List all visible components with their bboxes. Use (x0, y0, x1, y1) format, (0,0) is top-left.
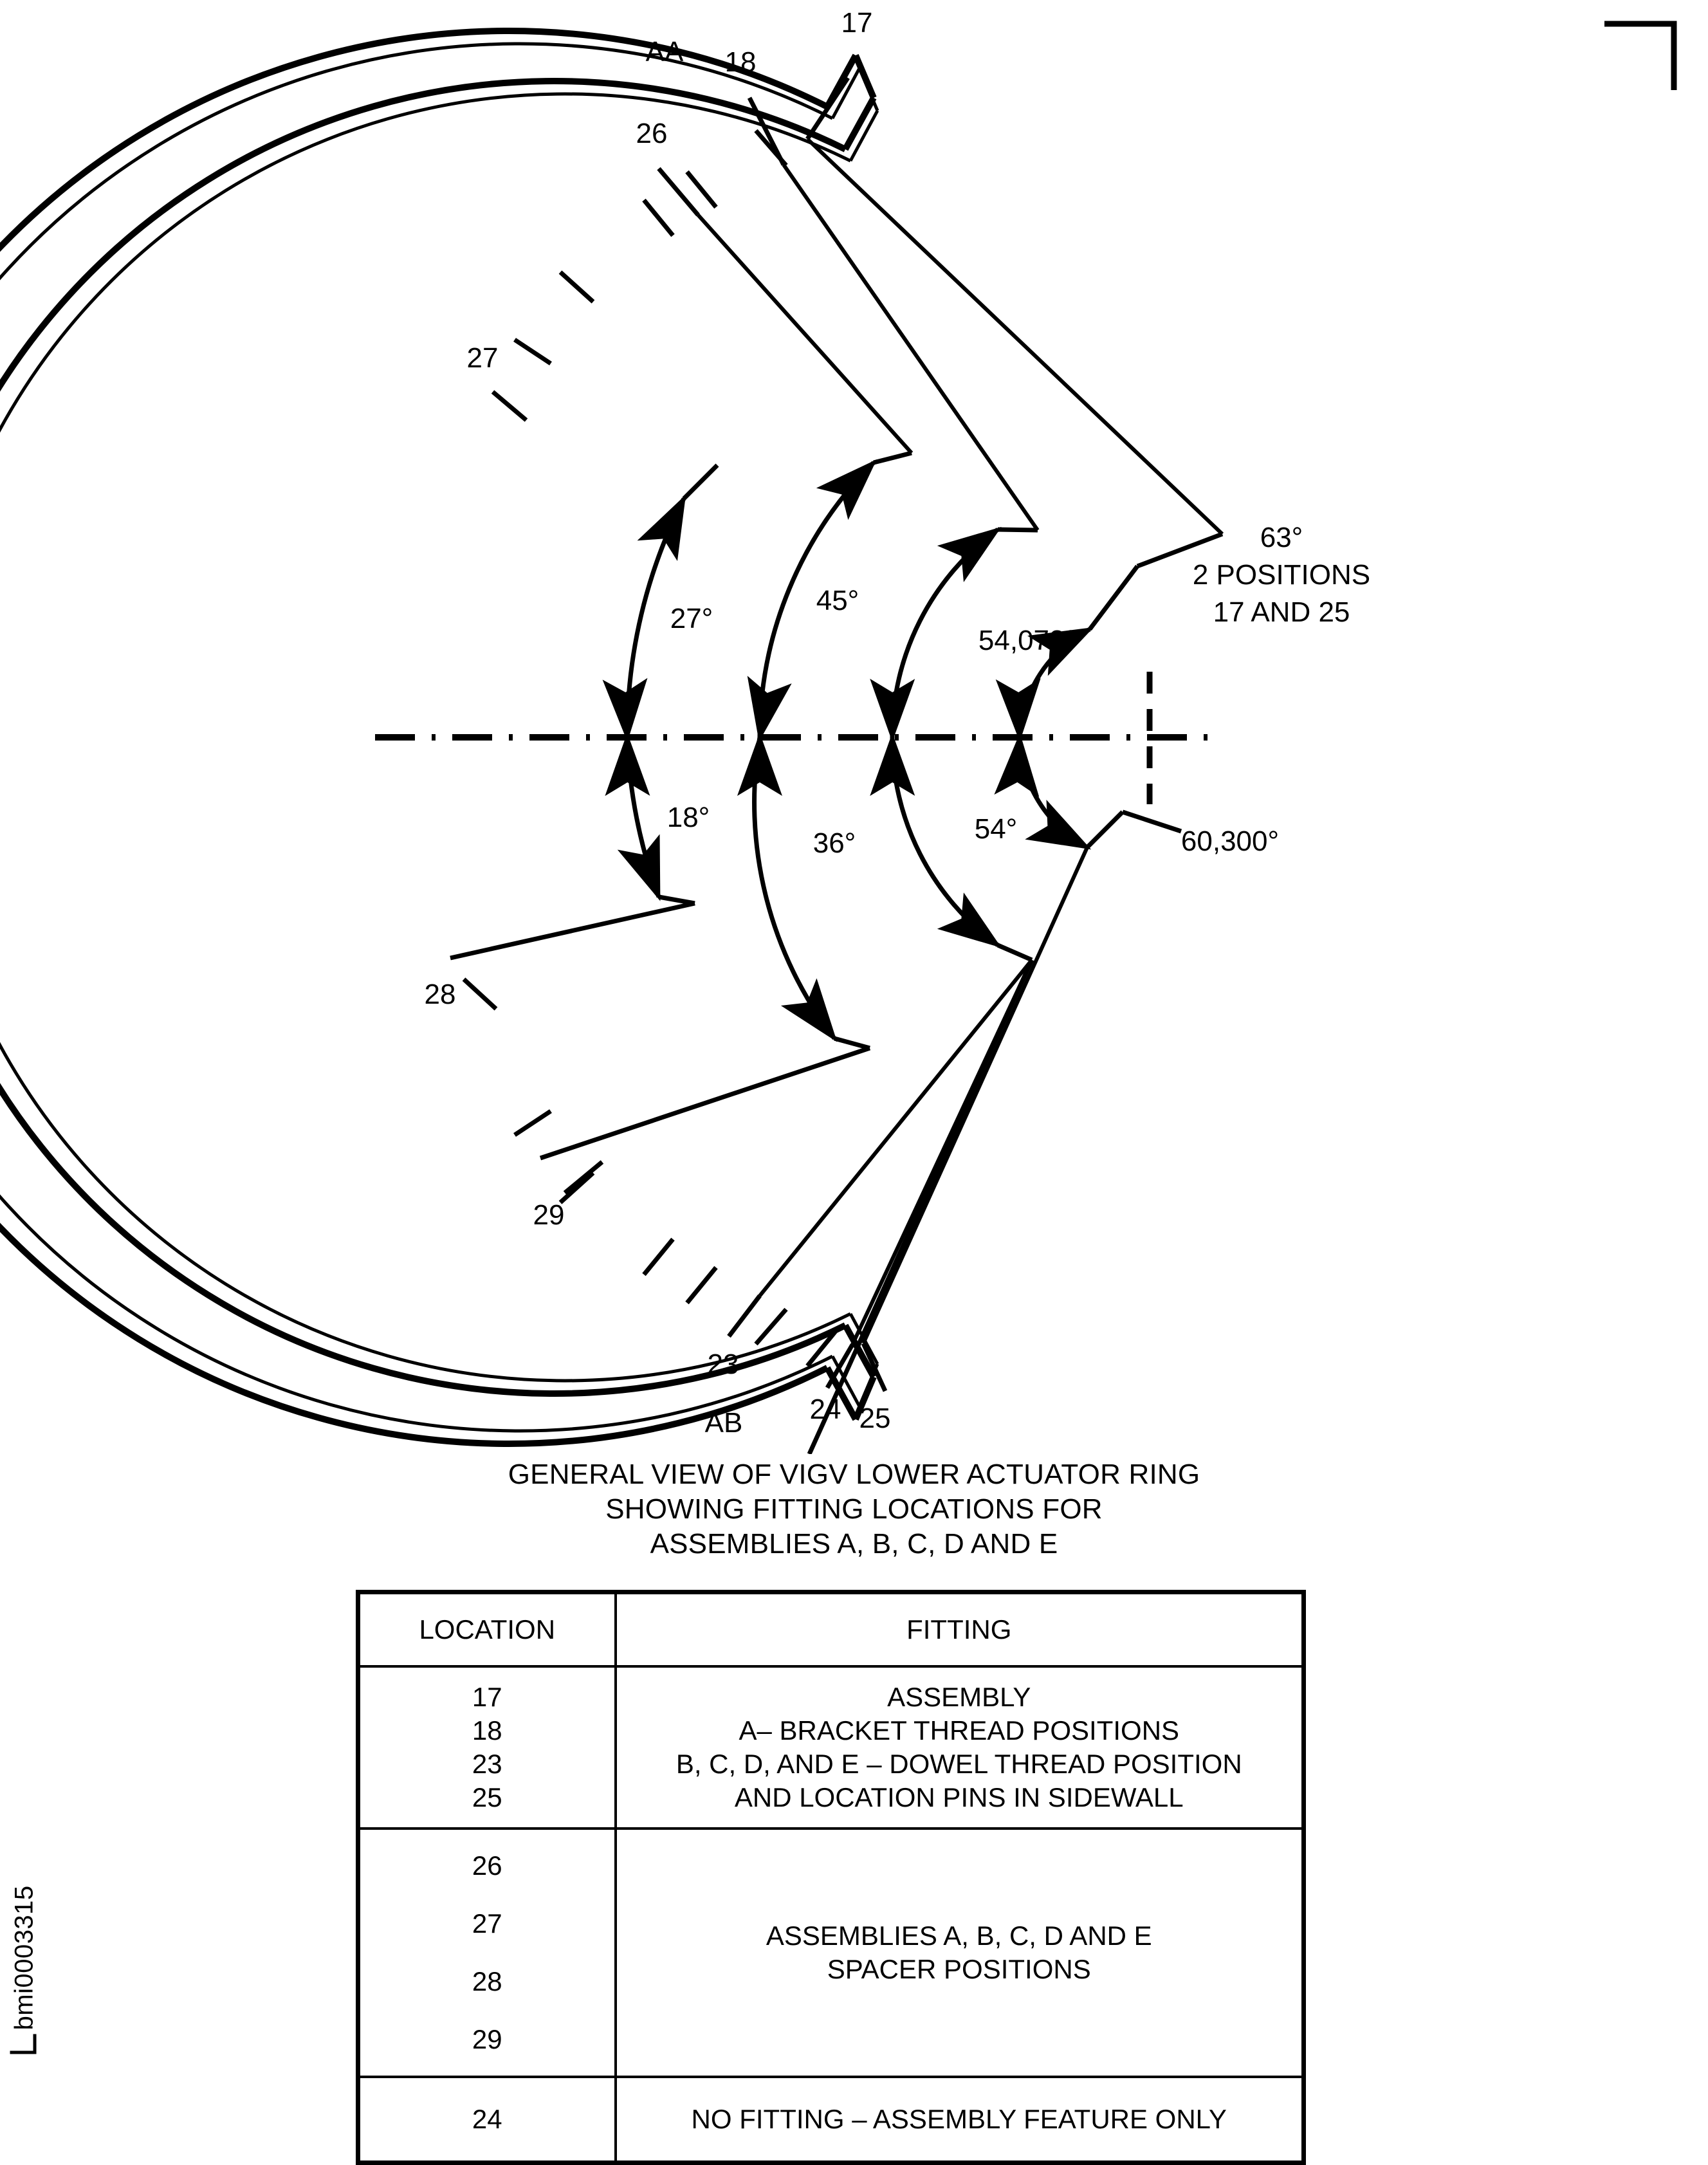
dim-18-deg: 18° (666, 802, 710, 833)
fitting-line: B, C, D, AND E – DOWEL THREAD POSITION (675, 1749, 1242, 1779)
note-2-positions-line: 2 POSITIONS (1192, 559, 1371, 591)
dim-45-deg: 45° (816, 585, 859, 616)
item-leader-lines (464, 78, 885, 1391)
row-fitting (616, 1829, 1304, 2077)
label-29: 29 (533, 1199, 565, 1231)
label-27: 27 (466, 342, 499, 374)
dim-54073-deg: 54,073° (978, 625, 1077, 656)
dim-36-deg: 36° (813, 827, 856, 859)
actuator-ring-body (0, 31, 877, 1444)
location-value: 25 (472, 1782, 502, 1812)
label-17: 17 (841, 7, 873, 39)
caption-line-3: ASSEMBLIES A, B, C, D AND E (650, 1528, 1058, 1560)
radial-reference-lines (698, 139, 1222, 1345)
caption-line-2: SHOWING FITTING LOCATIONS FOR (605, 1493, 1103, 1525)
label-23: 23 (707, 1349, 739, 1380)
fitting-line: NO FITTING – ASSEMBLY FEATURE ONLY (691, 2104, 1227, 2134)
note-2-positions (1193, 522, 1370, 628)
label-24: 24 (809, 1394, 841, 1425)
crop-mark-icon (1604, 24, 1674, 90)
row-locations (358, 1829, 616, 2077)
row-locations (358, 2077, 616, 2163)
dim-54-deg: 54° (974, 813, 1018, 845)
dim-60300-deg: 60,300° (1180, 825, 1280, 857)
caption-line-1: GENERAL VIEW OF VIGV LOWER ACTUATOR RING (508, 1459, 1200, 1490)
location-value: 28 (472, 1966, 502, 1996)
row-fitting (616, 1666, 1304, 1829)
table-row (358, 1666, 1304, 1829)
header-location: LOCATION (358, 1592, 616, 1667)
label-26: 26 (636, 118, 668, 149)
angular-dimensions-upper (627, 453, 1222, 737)
label-25: 25 (859, 1403, 891, 1434)
fitting-line: ASSEMBLIES A, B, C, D AND E (766, 1921, 1152, 1951)
note-63-deg: 63° (1260, 522, 1303, 553)
corner-bracket-icon (10, 2034, 37, 2054)
header-fitting: FITTING (616, 1592, 1304, 1667)
sheet-id-stamp (10, 1848, 39, 2054)
fitting-line: SPACER POSITIONS (827, 1954, 1091, 1984)
note-17-and-25: 17 AND 25 (1213, 596, 1350, 628)
location-value: 24 (472, 2104, 502, 2134)
label-AB: AB (704, 1407, 743, 1439)
label-18: 18 (724, 46, 757, 78)
location-value: 26 (472, 1850, 502, 1881)
row-fitting (616, 2077, 1304, 2163)
figure-caption (0, 1457, 1708, 1562)
dim-27-deg: 27° (670, 603, 713, 634)
label-28: 28 (424, 979, 456, 1010)
fitting-line: AND LOCATION PINS IN SIDEWALL (734, 1782, 1184, 1812)
location-value: 18 (472, 1715, 502, 1746)
location-value: 23 (472, 1749, 502, 1779)
location-value: 17 (472, 1682, 502, 1712)
location-value: 29 (472, 2024, 502, 2054)
table-row (358, 2077, 1304, 2163)
fitting-line: ASSEMBLY (887, 1682, 1031, 1712)
label-AA: AA (645, 36, 684, 68)
sheet-id-text: bmi0003315 (10, 1885, 39, 2031)
location-value: 27 (472, 1908, 502, 1939)
fitting-location-table (356, 1590, 1306, 2165)
table-row (358, 1829, 1304, 2077)
fitting-line: A– BRACKET THREAD POSITIONS (739, 1715, 1180, 1746)
table-header-row (358, 1592, 1304, 1667)
row-locations (358, 1666, 616, 1829)
